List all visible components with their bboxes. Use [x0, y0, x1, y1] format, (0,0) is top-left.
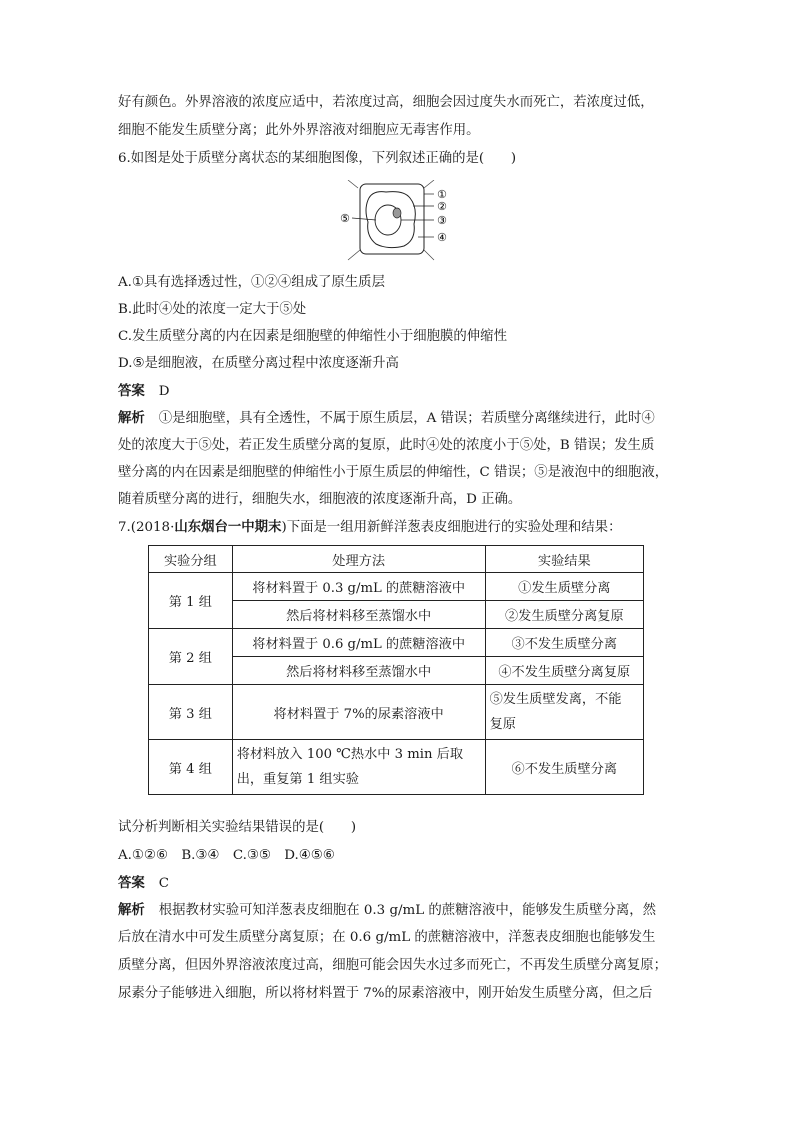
method-cell: 然后将材料移至蒸馏水中: [232, 601, 485, 629]
group-1: 第 1 组: [149, 573, 233, 629]
group-2: 第 2 组: [149, 629, 233, 685]
answer-label: 答案: [118, 876, 145, 891]
table-header-row: [149, 546, 644, 573]
plasmolysis-cell-diagram: [338, 180, 458, 262]
group-4: 第 4 组: [149, 740, 233, 795]
q6-explain-4: 随着质壁分离的进行，细胞失水，细胞液的浓度逐渐升高，D 正确。: [118, 492, 522, 507]
q7-stem-suffix: )下面是一组用新鲜洋葱表皮细胞进行的实验处理和结果：: [281, 520, 622, 535]
header-method: 处理方法: [232, 546, 485, 573]
method-cell: 将材料置于 0.6 g/mL 的蔗糖溶液中: [232, 629, 485, 657]
method-line: 出，重复第 1 组实验: [236, 772, 359, 787]
result-line: 复原: [489, 717, 516, 732]
result-cell: ③不发生质壁分离: [485, 629, 643, 657]
result-cell: ④不发生质壁分离复原: [485, 657, 643, 685]
q6-option-d: D.⑤是细胞液，在质壁分离过程中浓度逐渐升高: [118, 356, 399, 371]
method-cell: 将材料置于 0.3 g/mL 的蔗糖溶液中: [232, 573, 485, 601]
table-row: [149, 573, 644, 601]
method-line: 将材料放入 100 ℃热水中 3 min 后取: [236, 747, 464, 762]
result-cell: ①发生质壁分离: [485, 573, 643, 601]
table-row: [149, 740, 644, 795]
q6-explain-1: [118, 411, 655, 427]
experiment-table: [148, 545, 644, 795]
explain-label: 解析: [118, 903, 145, 918]
result-cell: ②发生质壁分离复原: [485, 601, 643, 629]
intro-line-1: 好有颜色。外界溶液的浓度应适中，若浓度过高，细胞会因过度失水而死亡，若浓度过低，: [118, 95, 654, 110]
q6-explain-2: 处的浓度大于⑤处，若正发生质壁分离的复原，此时④处的浓度小于⑤处，B 错误；发生质: [118, 438, 655, 453]
intro-line-2: 细胞不能发生质壁分离；此外外界溶液对细胞应无毒害作用。: [118, 123, 480, 138]
q7-options: A.①②⑥ B.③④ C.③⑤ D.④⑤⑥: [118, 848, 335, 863]
answer-label: 答案: [118, 384, 145, 399]
table-row: [149, 685, 644, 740]
header-group: 实验分组: [149, 546, 233, 573]
q6-option-b: B.此时④处的浓度一定大于⑤处: [118, 302, 307, 317]
q7-stem-source: 山东烟台一中期末: [174, 520, 282, 535]
q7-explain-2: 后放在清水中可发生质壁分离复原；在 0.6 g/mL 的蔗糖溶液中，洋葱表皮细胞也能够发生: [118, 930, 656, 945]
method-cell: [232, 740, 485, 795]
label-4: ④: [437, 231, 447, 244]
answer-value: C: [158, 876, 170, 891]
explain-text: ①是细胞壁，具有全透性，不属于原生质层，A 错误；若质壁分离继续进行，此时④: [158, 411, 655, 426]
result-line: ⑤发生质壁发离，不能: [489, 692, 622, 707]
q6-stem: 6.如图是处于质壁分离状态的某细胞图像，下列叙述正确的是( ): [118, 151, 517, 166]
q7-explain-4: 尿素分子能够进入细胞，所以将材料置于 7%的尿素溶液中，刚开始发生质壁分离，但之后: [118, 986, 653, 1001]
header-result: 实验结果: [485, 546, 643, 573]
q7-stem-prefix: 7.(2018·: [118, 520, 175, 535]
q6-answer: [118, 384, 170, 400]
table-row: [149, 629, 644, 657]
label-3: ③: [437, 214, 447, 227]
group-3: 第 3 组: [149, 685, 233, 740]
q7-explain-1: [118, 903, 656, 919]
method-cell: 然后将材料移至蒸馏水中: [232, 657, 485, 685]
q7-answer: [118, 876, 169, 892]
answer-value: D: [158, 384, 170, 399]
q7-stem: [118, 520, 621, 536]
q7-question: 试分析判断相关实验结果错误的是( ): [118, 820, 357, 835]
result-cell: ⑥不发生质壁分离: [485, 740, 643, 795]
label-2: ②: [437, 200, 447, 213]
result-cell: [485, 685, 643, 740]
q6-option-a: A.①具有选择透过性，①②④组成了原生质层: [118, 275, 385, 290]
method-cell: 将材料置于 7%的尿素溶液中: [232, 685, 485, 740]
q6-option-c: C.发生质壁分离的内在因素是细胞壁的伸缩性小于细胞膜的伸缩性: [118, 329, 507, 344]
label-5: ⑤: [340, 212, 350, 225]
explain-text: 根据教材实验可知洋葱表皮细胞在 0.3 g/mL 的蔗糖溶液中，能够发生质壁分离，然: [158, 903, 657, 918]
q6-explain-3: 壁分离的内在因素是细胞壁的伸缩性小于原生质层的伸缩性，C 错误；⑤是液泡中的细胞液，: [118, 465, 669, 480]
q7-explain-3: 质壁分离，但因外界溶液浓度过高，细胞可能会因失水过多而死亡，不再发生质壁分离复原；: [118, 958, 668, 973]
explain-label: 解析: [118, 411, 145, 426]
label-1: ①: [437, 188, 447, 201]
